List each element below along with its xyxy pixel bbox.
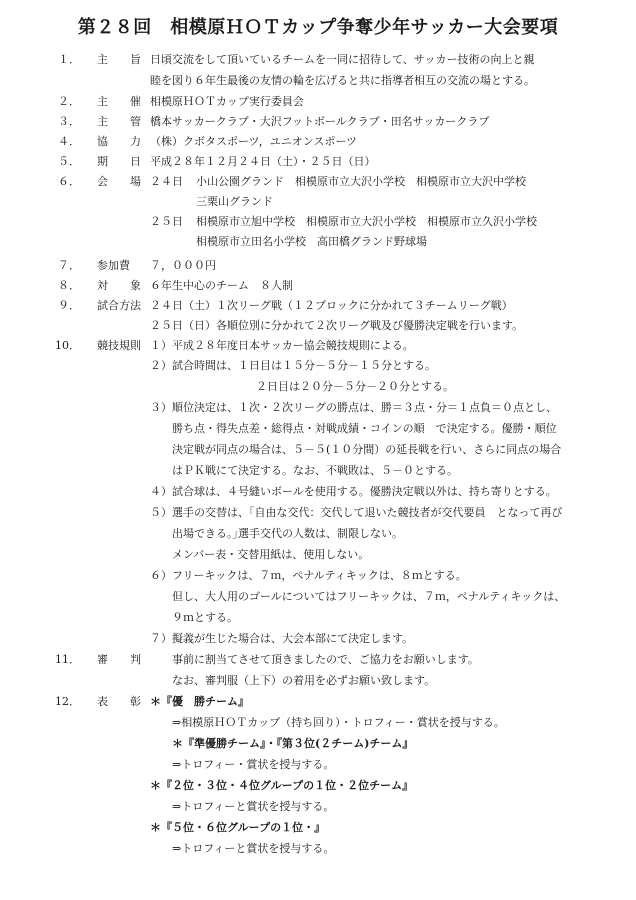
section-8-label: 対 象 bbox=[97, 279, 141, 292]
section-2-text: 相模原ＨＯＴカップ実行委員会 bbox=[150, 95, 304, 108]
venue-day-1-list: 小山公園グランド 相模原市立大沢小学校 相模原市立大沢中学校 bbox=[196, 175, 526, 188]
rule-7: ７）擬義が生じた場合は、大会本部にて決定します。 bbox=[150, 632, 414, 645]
section-3-number: ３． bbox=[58, 115, 80, 128]
section-7-label: 参加費 bbox=[97, 259, 130, 272]
section-5-number: ５． bbox=[58, 155, 80, 168]
venue-day-2-list-more: 相模原市立田名小学校 高田橋グランド野球場 bbox=[196, 235, 427, 248]
section-10-label: 競技規則 bbox=[97, 339, 141, 352]
section-9-line-2: ２５日（日）各順位別に分かれて２次リーグ戦及び優勝決定戦を行います。 bbox=[150, 319, 524, 332]
award-1-title: ＊『優 勝チーム』 bbox=[150, 695, 249, 708]
rule-5-line-3: メンバー表・交替用紙は、使用しない。 bbox=[172, 548, 370, 561]
rule-6-line-1: ６）フリーキックは、７ｍ，ペナルティキックは、８ｍとする。 bbox=[150, 569, 467, 582]
section-1-line-1: 日頃交流をして頂いているチームを一同に招待して、サッカー技術の向上と親 bbox=[150, 53, 535, 66]
rule-2-line-2: ２日目は２０分－５分－２０分とする。 bbox=[256, 380, 454, 393]
rule-3-line-1: ３）順位決定は、１次・２次リーグの勝点は、勝＝３点・分＝１点負＝０点とし、 bbox=[150, 401, 557, 414]
section-1-label: 主 旨 bbox=[97, 53, 141, 66]
section-7-number: ７． bbox=[58, 259, 80, 272]
section-11-line-2: なお、審判服（上下）の着用を必ずお願い致します。 bbox=[172, 674, 436, 687]
section-8-number: ８． bbox=[58, 279, 80, 292]
section-4-text: （株）クボタスポーツ，ユニオンスポーツ bbox=[150, 135, 358, 148]
award-4-title: ＊『５位・６位グループの１位・』 bbox=[150, 821, 326, 834]
section-9-number: ９． bbox=[58, 299, 80, 312]
rule-1: １）平成２８年度日本サッカー協会競技規則による。 bbox=[150, 339, 414, 352]
award-3-detail: ⇒トロフィーと賞状を授与する。 bbox=[172, 800, 335, 813]
section-1-number: １． bbox=[58, 53, 80, 66]
section-4-label: 協 力 bbox=[97, 135, 141, 148]
award-4-detail: ⇒トロフィーと賞状を授与する。 bbox=[172, 842, 335, 855]
document-title: 第２８回 相模原ＨＯＴカップ争奪少年サッカー大会要項 bbox=[77, 17, 559, 38]
award-1-detail: ⇒相模原ＨＯＴカップ（持ち回り）・トロフィー・賞状を授与する。 bbox=[172, 716, 505, 729]
section-2-number: ２． bbox=[58, 95, 80, 108]
venue-day-1: ２４日 bbox=[150, 175, 183, 188]
venue-day-2-list: 相模原市立旭中学校 相模原市立大沢小学校 相模原市立久沢小学校 bbox=[196, 215, 537, 228]
award-2-title: ＊『準優勝チーム』・『第３位(２チーム)チーム』 bbox=[172, 737, 414, 750]
section-10-number: 10． bbox=[55, 339, 80, 352]
section-1-line-2: 睦を図り６年生最後の友情の輪を広げると共に指導者相互の交流の場とする。 bbox=[150, 74, 535, 87]
rule-2-line-1: ２）試合時間は、１日目は１５分－５分－１５分とする。 bbox=[150, 359, 436, 372]
award-3-title: ＊『２位・３位・４位グループの１位・２位チーム』 bbox=[150, 779, 414, 792]
rule-3-line-3: 決定戦が同点の場合は、５－５(１０分間）の延長戦を行い、さらに同点の場合 bbox=[172, 443, 562, 456]
section-12-label: 表 彰 bbox=[97, 695, 141, 708]
section-11-line-1: 事前に割当てさせて頂きましたので、ご協力をお願いします。 bbox=[172, 653, 479, 666]
section-3-text: 橋本サッカークラブ・大沢フットボールクラブ・田名サッカークラブ bbox=[150, 115, 490, 128]
section-2-label: 主 催 bbox=[97, 95, 141, 108]
section-9-line-1: ２４日（土）１次リーグ戦（１２ブロックに分かれて３チームリーグ戦） bbox=[150, 299, 513, 312]
section-8-text: ６年生中心のチーム ８人制 bbox=[150, 279, 293, 292]
section-5-label: 期 日 bbox=[97, 155, 141, 168]
rule-5-line-2: 出場できる。｣選手交代の人数は、制限しない。 bbox=[172, 527, 403, 540]
rule-4: ４）試合球は、４号縫いボールを使用する。優勝決定戦以外は、持ち寄りとする。 bbox=[150, 485, 557, 498]
rule-6-line-2: 但し、大人用のゴールについてはフリーキックは、７ｍ，ペナルティキックは、 bbox=[172, 590, 566, 603]
section-4-number: ４． bbox=[58, 135, 80, 148]
rule-3-line-4: はＰＫ戦にて決定する。なお、不戦敗は、５－０とする。 bbox=[172, 464, 458, 477]
rule-6-line-3: ９ｍとする。 bbox=[172, 611, 238, 624]
rule-5-line-1: ５）選手の交替は、｢自由な交代：交代して退いた競技者が交代要員 となって再び bbox=[150, 506, 563, 519]
venue-day-1-list-more: 三栗山グランド bbox=[196, 195, 273, 208]
section-9-label: 試合方法 bbox=[97, 299, 141, 312]
award-2-detail: ⇒トロフィー・賞状を授与する。 bbox=[172, 758, 335, 771]
venue-day-2: ２５日 bbox=[150, 215, 183, 228]
section-3-label: 主 管 bbox=[97, 115, 141, 128]
section-7-text: ７，０００円 bbox=[150, 259, 216, 272]
section-6-number: ６． bbox=[58, 175, 80, 188]
section-5-text: 平成２８年１２月２４日（土）・２５日（日） bbox=[150, 155, 376, 168]
section-12-number: 12． bbox=[55, 695, 80, 708]
section-11-number: 11． bbox=[55, 653, 80, 666]
section-11-label: 審 判 bbox=[97, 653, 141, 666]
rule-3-line-2: 勝ち点・得失点差・総得点・対戦成績・コインの順 で決定する。優勝・順位 bbox=[172, 422, 557, 435]
section-6-label: 会 場 bbox=[97, 175, 141, 188]
